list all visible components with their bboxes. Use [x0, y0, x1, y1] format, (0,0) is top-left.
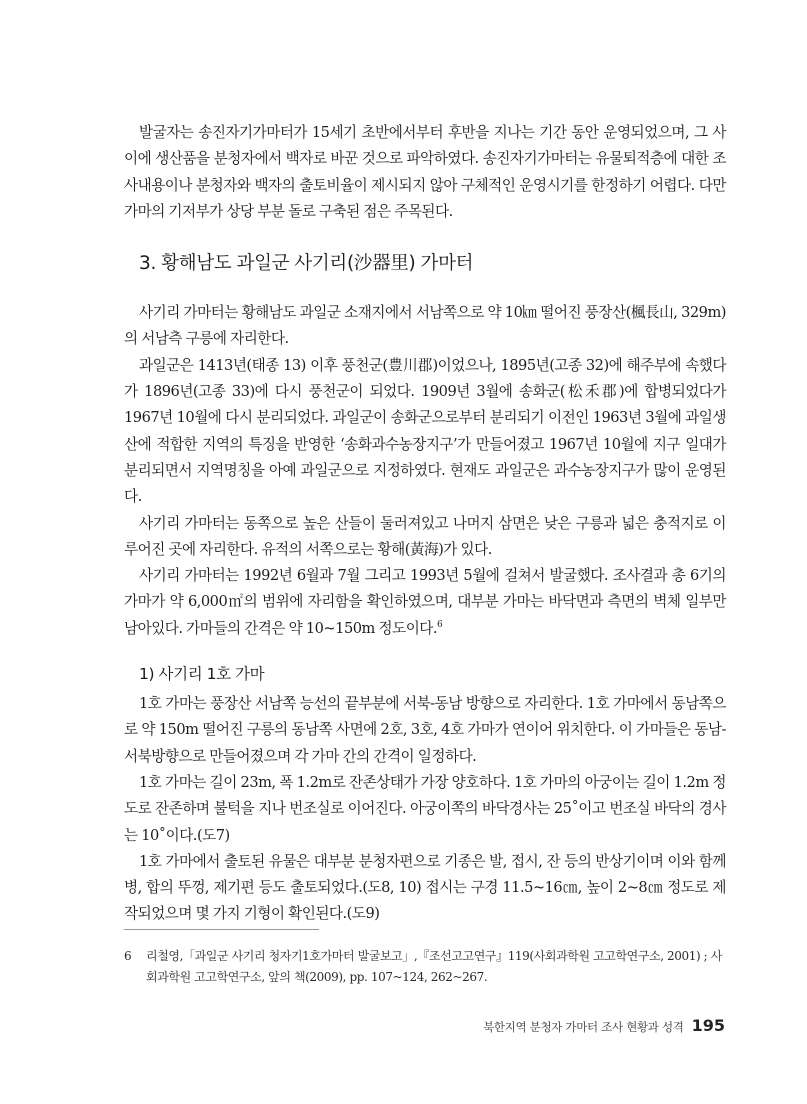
page-footer — [483, 1016, 725, 1035]
footnote-reference[interactable]: 6 — [437, 619, 443, 630]
footnote-text: 리철영,「과일군 사기리 청자기1호가마터 발굴보고」,『조선고고연구』119(사회과학원 고고학연구소, 2001) ; 사회과학원 고고학연구소, 앞의 책(2009), pp. 107~124, 262~267. — [146, 949, 722, 984]
section-title: 3. 황해남도 과일군 사기리(沙器里) 가마터 — [139, 253, 474, 275]
paragraph: 1호 가마에서 출토된 유물은 대부분 분청자편으로 기종은 발, 접시, 잔 등의 반상기이며 이와 함께 병, 합의 뚜껑, 제기편 등도 출토되었다.(도8, 10) 접시는 구경 11.5~16㎝, 높이 2~8㎝ 정도로 제작되었으며 몇 가지 기형이 확인된다.(도9) — [124, 852, 726, 923]
paragraph: 1호 가마는 풍장산 서남쪽 능선의 끝부분에 서북-동남 방향으로 자리한다. 1호 가마에서 동남쪽으로 약 150m 떨어진 구릉의 동남쪽 사면에 2호, 3호, 4호 가마가 연이어 위치한다. 이 가마들은 동남-서북방향으로 만들어졌으며 각 가마 간의 간격이 일정하다. — [124, 695, 726, 765]
excavation-paragraph — [124, 563, 726, 642]
paragraph: 사기리 가마터는 황해남도 과일군 소재지에서 서남쪽으로 약 10㎞ 떨어진 풍장산(楓長山, 329m)의 서남측 구릉에 자리한다. — [124, 304, 726, 348]
intro-paragraph: 발굴자는 송진자기가마터가 15세기 초반에서부터 후반을 지나는 기간 동안 운영되었으며, 그 사이에 생산품을 분청자에서 백자로 바꾼 것으로 파악하였다. 송진자기가마터는 유물퇴적층에 대한 조사내용이나 분청자와 백자의 출토비율이 제시되지 않아 구체적인 운영시기를 한정하기 어렵다. 다만 가마의 기저부가 상당 부분 돌로 구축된 점은 주목된다. — [124, 124, 726, 220]
page-number: 195 — [691, 1016, 725, 1035]
body-text — [124, 120, 726, 928]
subsection-title: 1) 사기리 1호 가마 — [139, 665, 265, 684]
running-title: 북한지역 분청자 가마터 조사 현황과 성격 — [483, 1020, 684, 1034]
footnote-divider — [124, 929, 319, 930]
excavation-paragraph-text: 사기리 가마터는 1992년 6월과 7월 그리고 1993년 5월에 걸쳐서 발굴했다. 조사결과 총 6기의 가마가 약 6,000㎡의 범위에 자리함을 확인하였으며, 대부분 가마는 바닥면과 측면의 벽체 일부만 남아있다. 가마들의 간격은 약 10~150m 정도이다. — [124, 567, 726, 637]
paragraph: 과일군은 1413년(태종 13) 이후 풍천군(豊川郡)이었으나, 1895년(고종 32)에 해주부에 속했다가 1896년(고종 33)에 다시 풍천군이 되었다. 1909년 3월에 송화군(松禾郡)에 합병되었다가 1967년 10월에 다시 분리되었다. 과일군이 송화군으로부터 분리되기 이전인 1963년 3월에 과일생산에 적합한 지역의 특징을 반영한 ‘송화과수농장지구’가 만들어졌고 1967년 10월에 지구 일대가 분리되면서 지역명칭을 아예 과일군으로 지정하였다. 현재도 과일군은 과수농장지구가 많이 운영된다. — [124, 356, 726, 506]
footnote-number: 6 — [124, 949, 132, 963]
paragraph: 1호 가마는 길이 23m, 폭 1.2m로 잔존상태가 가장 양호하다. 1호 가마의 아궁이는 길이 1.2m 정도로 잔존하며 불턱을 지나 번조실로 이어진다. 아궁이쪽의 바닥경사는 25˚이고 번조실 바닥의 경사는 10˚이다.(도7) — [124, 773, 726, 844]
paragraph: 사기리 가마터는 동쪽으로 높은 산들이 둘러져있고 나머지 삼면은 낮은 구릉과 넓은 충적지로 이루어진 곳에 자리한다. 유적의 서쪽으로는 황해(黃海)가 있다. — [124, 514, 726, 558]
footnote — [124, 946, 726, 988]
